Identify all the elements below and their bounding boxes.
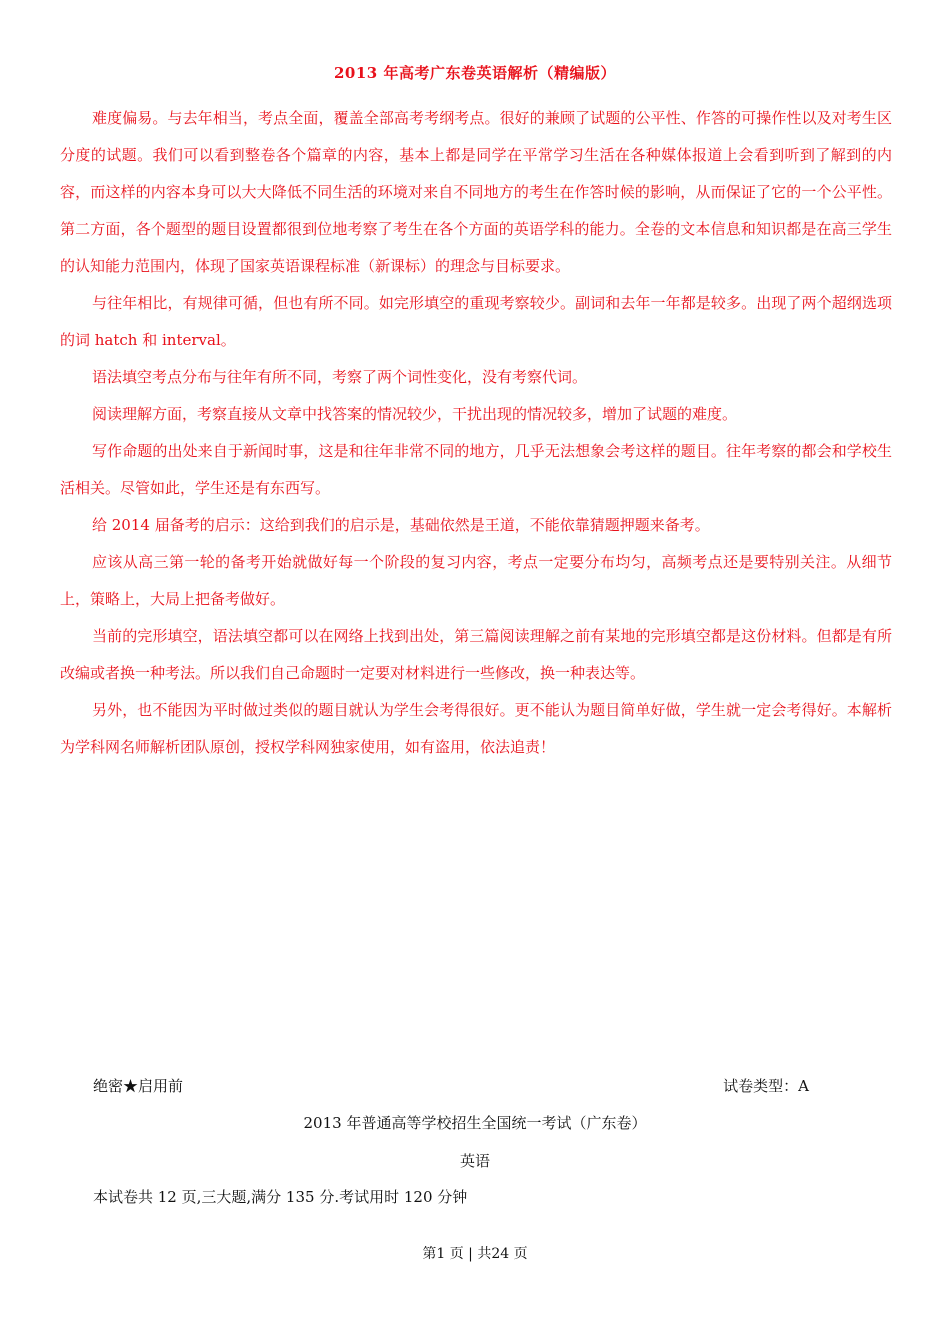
page-footer: 第1 页 | 共24 页 xyxy=(422,1246,528,1262)
analysis-paragraph-sources: 当前的完形填空，语法填空都可以在网络上找到出处，第三篇阅读理解之前有某地的完形填空都是这份材料。但都是有所改编或者换一种考法。所以我们自己命题时一定要对材料进行一些修改，换一种表达等。 xyxy=(60,627,892,682)
analysis-paragraph-grammar: 语法填空考点分布与往年有所不同，考察了两个词性变化，没有考察代词。 xyxy=(92,368,588,386)
secret-label: 绝密★启用前 xyxy=(93,1077,184,1095)
analysis-paragraph-conclusion: 另外，也不能因为平时做过类似的题目就认为学生会考得很好。更不能认为题目简单好做，学生就一定会考得好。本解析为学科网名师解析团队原创，授权学科网独家使用，如有盗用，依法追责！ xyxy=(60,701,892,756)
analysis-paragraph-comparison: 与往年相比，有规律可循，但也有所不同。如完形填空的重现考察较少。副词和去年一年都是较多。出现了两个超纲选项的词 hatch 和 interval。 xyxy=(60,294,892,349)
analysis-paragraph-difficulty: 难度偏易。与去年相当，考点全面，覆盖全部高考考纲考点。很好的兼顾了试题的公平性、作答的可操作性以及对考生区分度的试题。我们可以看到整卷各个篇章的内容，基本上都是同学在平常学习生活在各种媒体报道上会看到听到了解到的内容，而这样的内容本身可以大大降低不同生活的环境对来自不同地方的考生在作答时候的影响，从而保证了它的一个公平性。第二方面，各个题型的题目设置都很到位地考察了考生在各个方面的英语学科的能力。全卷的文本信息和知识都是在高三学生的认知能力范围内，体现了国家英语课程标准（新课标）的理念与目标要求。 xyxy=(60,109,892,275)
analysis-paragraph-reading: 阅读理解方面，考察直接从文章中找答案的情况较少，干扰出现的情况较多，增加了试题的难度。 xyxy=(92,405,738,423)
analysis-paragraph-writing: 写作命题的出处来自于新闻时事，这是和往年非常不同的地方，几乎无法想象会考这样的题目。往年考察的都会和学校生活相关。尽管如此，学生还是有东西写。 xyxy=(60,442,892,497)
exam-info: 本试卷共 12 页,三大题,满分 135 分.考试用时 120 分钟 xyxy=(93,1188,468,1206)
paper-type-label: 试卷类型：A xyxy=(723,1077,809,1095)
exam-subject: 英语 xyxy=(459,1152,490,1170)
analysis-body xyxy=(60,100,892,766)
analysis-paragraph-insight: 给 2014 届备考的启示：这给到我们的启示是，基础依然是王道，不能依靠猜题押题来备考。 xyxy=(92,516,710,534)
analysis-title: 2013 年高考广东卷英语解析（精编版） xyxy=(334,64,616,82)
exam-title: 2013 年普通高等学校招生全国统一考试（广东卷） xyxy=(303,1114,647,1132)
analysis-paragraph-preparation: 应该从高三第一轮的备考开始就做好每一个阶段的复习内容，考点一定要分布均匀，高频考点还是要特别关注。从细节上，策略上，大局上把备考做好。 xyxy=(60,553,892,608)
